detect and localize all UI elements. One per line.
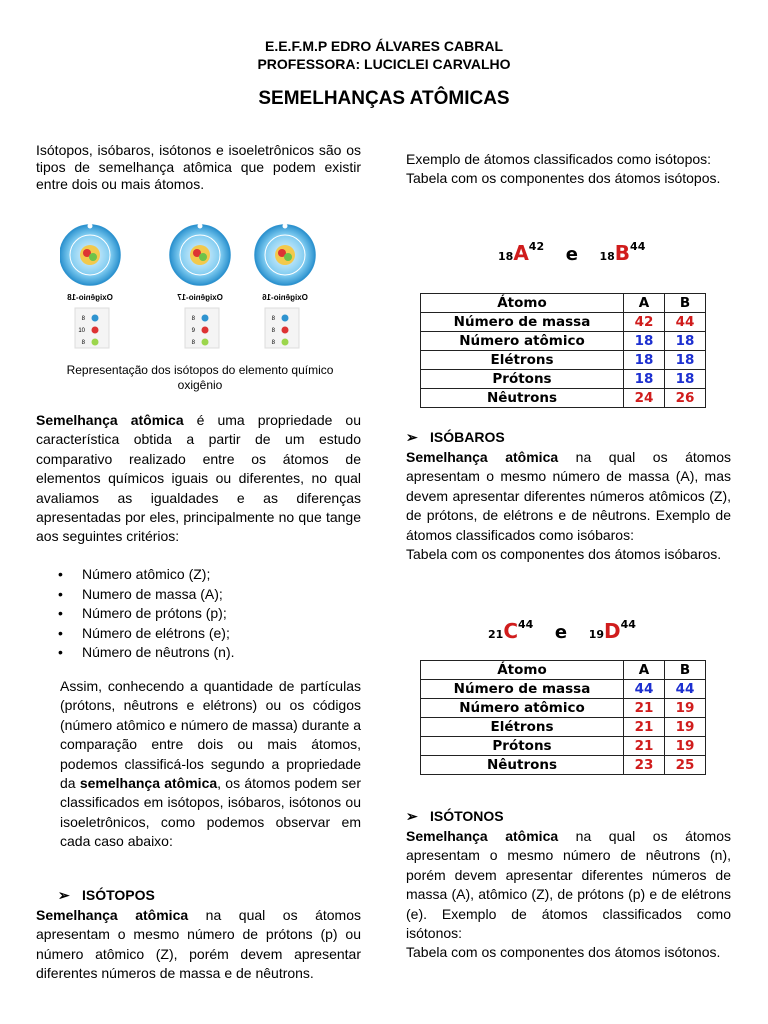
- table-row: Número de massa 42 44: [421, 313, 706, 332]
- atom-o17: [170, 224, 230, 286]
- isotope-notation: $18A^{42}$ e $18B^{44}$: [498, 240, 646, 265]
- intro-text: Isótopos, isóbaros, isótonos e isoeletrônicos são os tipos de semelhança atômica que podem existir entre dois ou mais átomos.: [36, 142, 361, 192]
- svg-text:8: 8: [191, 340, 195, 346]
- criteria-list-container: [36, 565, 361, 663]
- svg-text:8: 8: [271, 316, 275, 322]
- table-header-row: Átomo A B: [421, 294, 706, 313]
- svg-text:8: 8: [191, 316, 195, 322]
- svg-text:8: 8: [81, 316, 85, 322]
- isobaros-definition: Semelhança atômica na qual os átomos apresentam o mesmo número de massa (A), mas devem apresentar diferentes números atômicos (Z), de prótons, de elétrons e de nêutrons. Exemplo de átomos classificados como isóbaros: Tabela com os componentes dos átomos isóbaros.: [406, 449, 732, 563]
- svg-text:10: 10: [78, 328, 85, 334]
- list-item: • Número de elétrons (e);: [36, 624, 361, 644]
- list-item: • Numero de massa (A);: [36, 585, 361, 605]
- table-row: Nêutrons 24 26: [421, 389, 706, 408]
- teacher-name: PROFESSORA: LUCICLEI CARVALHO: [257, 56, 511, 72]
- school-name: E.E.F.M.P EDRO ÁLVARES CABRAL: [264, 38, 504, 54]
- count-card-o18: [75, 308, 109, 348]
- isobaros-heading: ➢ ISÓBAROS: [384, 428, 730, 447]
- list-item: • Número de prótons (p);: [36, 604, 361, 624]
- isotonos-definition: Semelhança atômica na qual os átomos apresentam o mesmo número de nêutrons (n), porém devem apresentar diferentes números de massa (A), atômico (Z), de prótons (p) e de elétrons (e). Exemplo de átomos classificados como isótonos: Tabela com os componentes dos átomos isótonos.: [406, 828, 732, 961]
- isotopos-definition: Semelhança atômica na qual os átomos apresentam o mesmo número de prótons (p) ou número atômico (Z), porém devem apresentar diferentes números de massa e de nêutrons.: [36, 907, 362, 982]
- isotopes-table: [420, 293, 706, 408]
- definition-term: Semelhança atômica: [36, 412, 184, 428]
- table-row: Elétrons 21 19: [421, 718, 706, 737]
- semelhanca-term: semelhança atômica: [79, 775, 218, 792]
- table-row: Número atômico 18 18: [421, 332, 706, 351]
- svg-text:8: 8: [81, 340, 85, 346]
- arrowhead-bullet-icon: ➢: [406, 429, 418, 445]
- definition-paragraph: [36, 411, 361, 547]
- isobars-table: [420, 660, 706, 775]
- definition-text: é uma propriedade ou característica obtida a partir de um estudo comparativo realizado entre os átomos de elementos químicos iguais ou diferentes, no qual avaliamos as igualdades e as diferenças apresentadas por eles, principalmente no que tange aos seguintes critérios:: [36, 412, 362, 545]
- count-card-o16: [265, 308, 299, 348]
- list-item: • Número atômico (Z);: [36, 565, 361, 585]
- isotonos-heading: ➢ ISÓTONOS: [384, 807, 730, 826]
- atom-label-o16: Oxigênio-16: [262, 293, 308, 302]
- svg-text:9: 9: [191, 328, 195, 334]
- table-row: Nêutrons 23 25: [421, 756, 706, 775]
- atom-o16: [255, 224, 315, 286]
- arrowhead-bullet-icon: ➢: [58, 887, 70, 903]
- figure-caption: Representação dos isótopos do elemento químico oxigênio: [66, 363, 334, 392]
- table-row: Prótons 21 19: [421, 737, 706, 756]
- table-header-row: Átomo A B: [421, 661, 706, 680]
- table-row: Prótons 18 18: [421, 370, 706, 389]
- page-title: SEMELHANÇAS ATÔMICAS: [258, 88, 510, 109]
- table-row: Número atômico 21 19: [421, 699, 706, 718]
- count-card-o17: [185, 308, 219, 348]
- table-row: Número de massa 44 44: [421, 680, 706, 699]
- criteria-list: [36, 565, 361, 663]
- isotopes-illustration: [60, 220, 340, 350]
- svg-text:8: 8: [271, 328, 275, 334]
- oxygen-isotopes-figure: [60, 220, 340, 350]
- isobar-notation: $21C^{44}$ e $19D^{44}$: [488, 618, 636, 643]
- svg-text:8: 8: [271, 340, 275, 346]
- classification-paragraph: Assim, conhecendo a quantidade de partículas (prótons, nêutrons e elétrons) ou os códigos (número atômico e número de massa) durante a comparação entre dois ou mais átomos, podemos classificá-los segundo a propriedade da semelhança atômica, os átomos podem ser classificados em isótopos, isóbaros, isótonos ou isoeletrônicos, como podemos observar em cada caso abaixo:: [60, 678, 361, 850]
- list-item: • Número de nêutrons (n).: [36, 643, 361, 663]
- isotopes-example: Exemplo de átomos classificados como isótopos: Tabela com os componentes dos átomos isótopos.: [406, 151, 721, 187]
- table-row: Elétrons 18 18: [421, 351, 706, 370]
- atom-label-o18: Oxigênio-18: [67, 293, 113, 302]
- intro-paragraph: [36, 142, 361, 193]
- atom-label-o17: Oxigênio-17: [177, 293, 223, 302]
- isotopos-heading: ➢ ISÓTOPOS: [36, 886, 361, 905]
- arrowhead-bullet-icon: ➢: [406, 808, 418, 824]
- atom-o18: [60, 224, 120, 286]
